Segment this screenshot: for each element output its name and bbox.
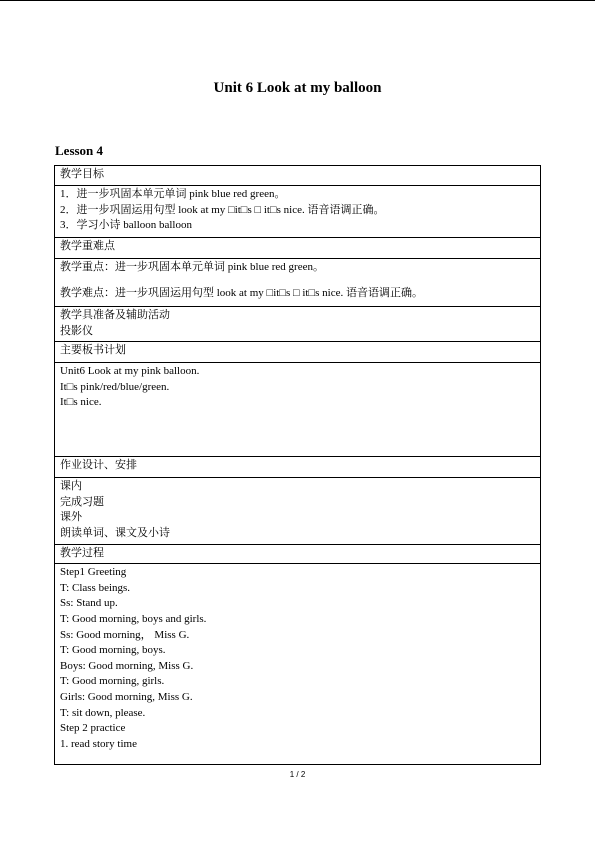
objective-line-3: 3．学习小诗 balloon balloon (60, 219, 192, 232)
objectives-content-row (55, 186, 541, 238)
process-line-9: Girls: Good morning, Miss G. (60, 690, 193, 703)
process-line-4: T: Good morning, boys and girls. (60, 612, 207, 625)
process-line-5: Ss: Good morning， Miss G. (60, 628, 190, 641)
top-border-line (0, 0, 595, 1)
key-point-difficulty: 教学难点：进一步巩固运用句型 look at my □it□s □ it□s nice. 语音语调正确。 (60, 286, 423, 299)
process-heading-row (55, 544, 541, 564)
homework-line-4: 朗读单词、课文及小诗 (60, 526, 170, 539)
materials-content: 投影仪 (60, 324, 93, 337)
process-line-2: T: Class beings. (60, 581, 131, 594)
page-number: 1 / 2 (289, 770, 306, 779)
process-line-11: Step 2 practice (60, 722, 126, 735)
key-points-heading-row (55, 238, 541, 259)
process-line-12: 1. read story time (60, 737, 137, 750)
objectives-content (55, 186, 541, 238)
homework-line-3: 课外 (60, 511, 82, 524)
board-plan-line-3: It□s nice. (60, 396, 102, 409)
board-plan-line-2: It□s pink/red/blue/green. (60, 380, 170, 393)
process-line-1: Step1 Greeting (60, 566, 127, 579)
key-points-content (55, 259, 541, 307)
board-plan-line-1: Unit6 Look at my pink balloon. (60, 365, 200, 378)
homework-heading-row (55, 457, 541, 478)
key-points-content-row (55, 259, 541, 307)
process-line-3: Ss: Stand up. (60, 597, 118, 610)
process-content-row (55, 564, 541, 765)
lesson-heading: Lesson 4 (55, 143, 104, 158)
lesson-plan-table (54, 165, 541, 765)
key-points-heading: 教学重难点 (55, 238, 541, 259)
board-plan-content-row (55, 363, 541, 457)
objective-line-1: 1．进一步巩固本单元单词 pink blue red green。 (60, 188, 286, 200)
board-plan-content (55, 363, 541, 457)
key-point-focus: 教学重点：进一步巩固本单元单词 pink blue red green。 (60, 261, 324, 273)
homework-heading: 作业设计、安排 (55, 457, 541, 478)
process-line-10: T: sit down, please. (60, 706, 146, 719)
homework-line-1: 课内 (60, 480, 82, 493)
process-line-6: T: Good morning, boys. (60, 644, 166, 657)
process-line-8: T: Good morning, girls. (60, 675, 165, 688)
key-points-spacer (60, 276, 535, 286)
process-content (55, 564, 541, 765)
process-line-7: Boys: Good morning, Miss G. (60, 659, 194, 672)
materials-cell (55, 307, 541, 342)
document-title: Unit 6 Look at my balloon (213, 80, 382, 96)
objective-line-2: 2．进一步巩固运用句型 look at my □it□s □ it□s nice. 语音语调正确。 (60, 203, 385, 216)
board-plan-heading: 主要板书计划 (55, 342, 541, 363)
materials-heading: 教学具准备及辅助活动 (60, 309, 170, 321)
homework-line-2: 完成习题 (60, 495, 104, 508)
process-heading: 教学过程 (55, 544, 541, 564)
objectives-heading-row (55, 166, 541, 186)
homework-content-row (55, 478, 541, 544)
objectives-heading: 教学目标 (55, 166, 541, 186)
materials-row (55, 307, 541, 342)
board-plan-heading-row (55, 342, 541, 363)
homework-content (55, 478, 541, 544)
